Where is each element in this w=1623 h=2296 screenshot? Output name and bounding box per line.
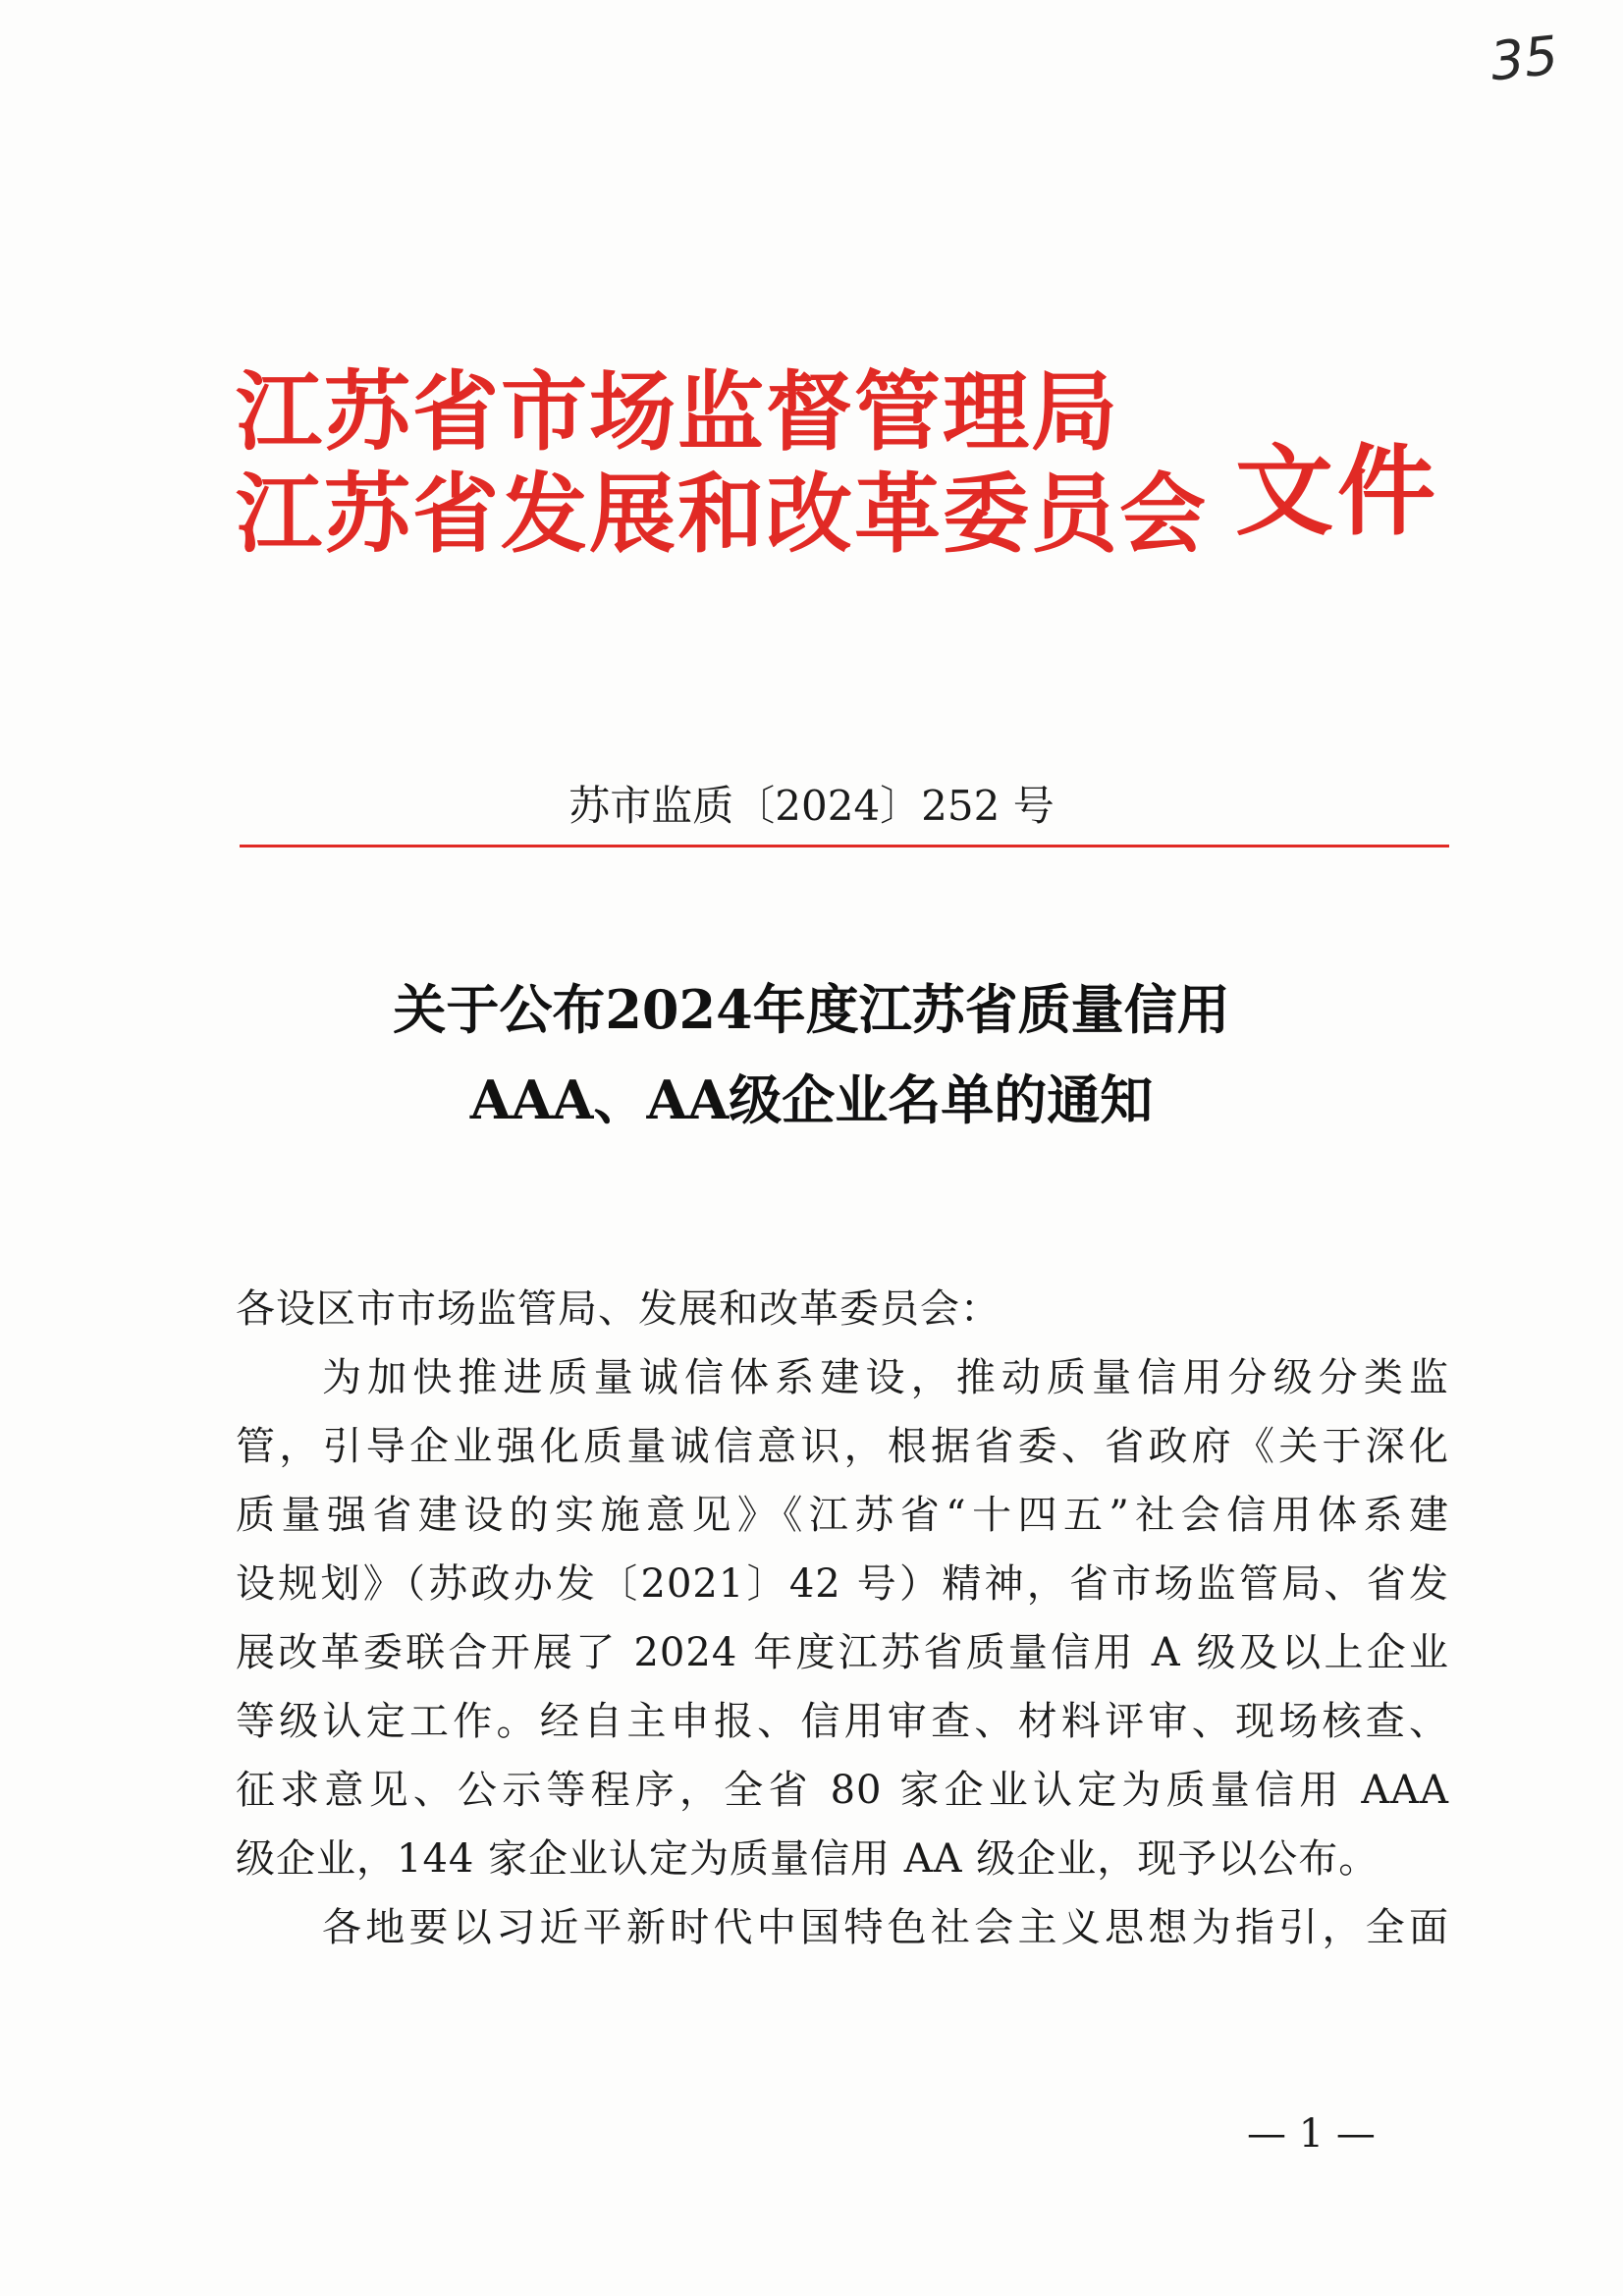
paragraph-1-line: 等级认定工作。经自主申报、信用审查、材料评审、现场核查、 — [236, 1699, 1449, 1744]
paragraph-2-line: 各地要以习近平新时代中国特色社会主义思想为指引，全面 — [322, 1905, 1449, 1950]
paragraph-1-line: 为加快推进质量诚信体系建设，推动质量信用分级分类监 — [322, 1355, 1449, 1400]
paragraph-1-line: 质量强省建设的实施意见》《江苏省“十四五”社会信用体系建 — [236, 1493, 1449, 1538]
agency-name-2: 江苏省发展和改革委员会 — [236, 464, 1209, 565]
document-number: 苏市监质〔2024〕252 号 — [568, 782, 1055, 830]
paragraph-1-line: 征求意见、公示等程序，全省 80 家企业认定为质量信用 AAA — [236, 1768, 1449, 1813]
paragraph-1-line: 设规划》（苏政办发〔2021〕42 号）精神，省市场监管局、省发 — [236, 1561, 1449, 1607]
agency-name-1: 江苏省市场监督管理局 — [236, 361, 1120, 463]
notice-body — [236, 1275, 1449, 1962]
notice-title — [0, 964, 1623, 1145]
title-line-2: AAA、AA级企业名单的通知 — [469, 1068, 1154, 1131]
paragraph-1-line: 展改革委联合开展了 2024 年度江苏省质量信用 A 级及以上企业 — [236, 1630, 1449, 1675]
salutation: 各设区市市场监管局、发展和改革委员会： — [236, 1286, 1001, 1332]
red-divider-line — [240, 845, 1449, 847]
paragraph-1-line: 管，引导企业强化质量诚信意识，根据省委、省政府《关于深化 — [236, 1424, 1449, 1469]
document-suffix: 文件 — [1235, 434, 1439, 549]
issuing-agencies — [236, 361, 1208, 566]
handwritten-page-mark: 35 — [1487, 24, 1561, 93]
document-header — [236, 361, 1453, 656]
paragraph-1-line: 级企业，144 家企业认定为质量信用 AA 级企业，现予以公布。 — [236, 1836, 1380, 1882]
title-line-1: 关于公布2024年度江苏省质量信用 — [393, 978, 1230, 1041]
page-number: — 1 — — [1247, 2111, 1376, 2157]
